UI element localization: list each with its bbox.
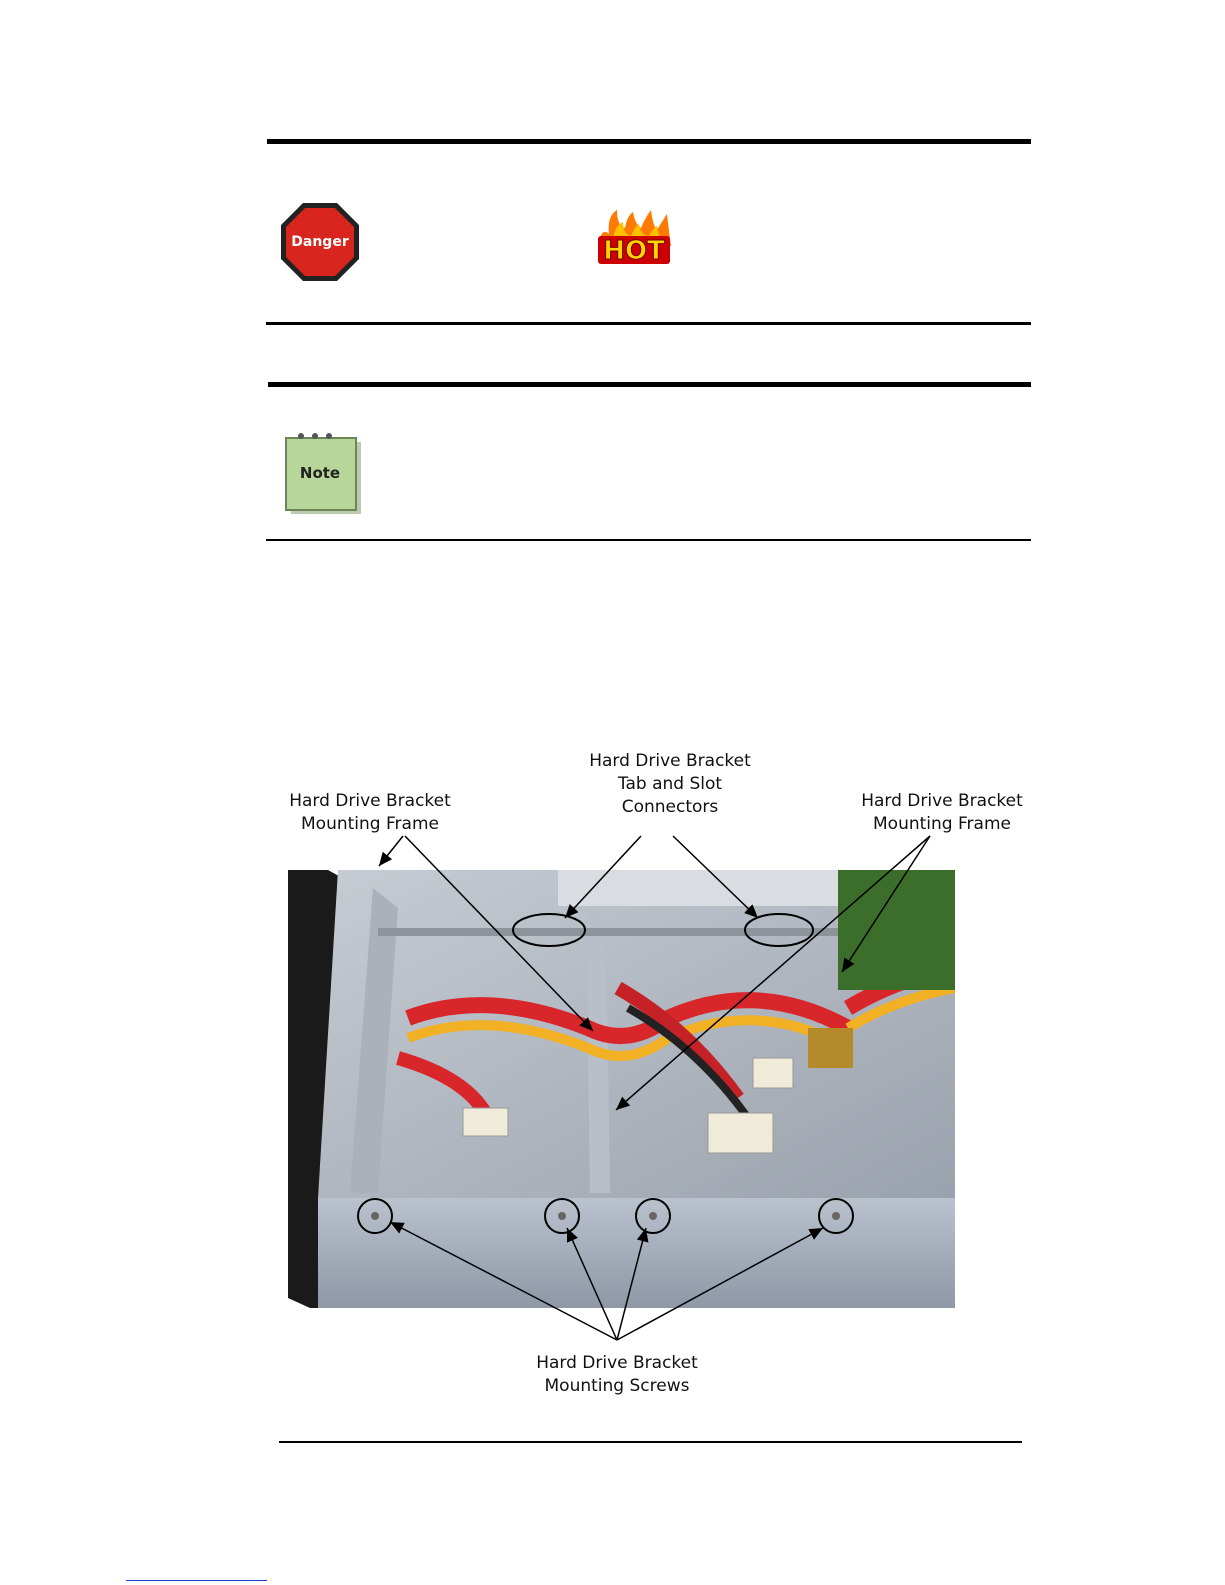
hot-icon	[593, 206, 675, 268]
chassis-photo	[288, 868, 955, 1310]
danger-icon	[280, 202, 360, 282]
danger-box-bottom-rule	[266, 322, 1031, 325]
note-icon-text: Note	[299, 464, 341, 482]
note-box-bottom-rule	[266, 539, 1031, 541]
danger-icon-text: Danger	[291, 234, 349, 250]
top-rule-thick	[267, 139, 1031, 144]
callout-screws: Hard Drive Bracket Mounting Screws	[536, 1353, 698, 1396]
note-icon	[283, 430, 367, 518]
hot-icon-text: HOT	[603, 236, 665, 266]
callout-frame-right: Hard Drive Bracket Mounting Frame	[861, 791, 1023, 834]
callout-frame-left: Hard Drive Bracket Mounting Frame	[289, 791, 451, 834]
note-box-top-rule	[268, 382, 1031, 387]
footer-link-underline[interactable]	[126, 1580, 267, 1581]
callout-tab-slot: Hard Drive Bracket Tab and Slot Connectors	[589, 751, 751, 817]
footer-rule	[279, 1441, 1022, 1443]
